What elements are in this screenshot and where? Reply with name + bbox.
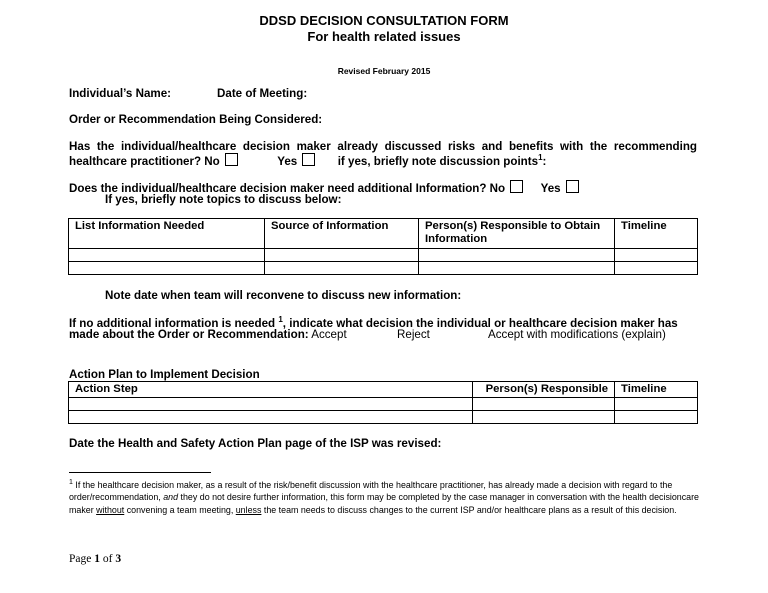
footnote [69, 477, 709, 516]
isp-revised-label: Date the Health and Safety Action Plan page of the ISP was revised: [69, 437, 442, 450]
decision-line2 [69, 328, 347, 341]
date-of-meeting-label: Date of Meeting: [217, 87, 308, 100]
order-recommendation-label: Order or Recommendation Being Considered: [69, 113, 323, 126]
page-total: 3 [115, 553, 122, 565]
page-of: of [99, 553, 116, 565]
decision-text-b: , indicate what decision the individual or healthcare decision maker has [282, 316, 678, 330]
table-row [69, 249, 698, 262]
table-row [69, 411, 698, 424]
footnote-and: and [163, 492, 179, 503]
table-cell[interactable] [615, 398, 698, 411]
page-current: 1 [94, 553, 100, 565]
footnote-divider [69, 472, 211, 473]
revision-date: Revised February 2015 [337, 66, 431, 76]
q2-yes-checkbox[interactable] [566, 180, 579, 193]
q1-yes-checkbox[interactable] [302, 153, 315, 166]
action-plan-title: Action Plan to Implement Decision [69, 368, 260, 381]
footnote-text-a: If the healthcare decision maker, as a result of the risk/benefit discussion with the healthcare practitioner, has already made a decision with regard to the order/recommendation, [69, 479, 673, 503]
q1-footnote-ref: 1 [538, 153, 543, 163]
col-header-action-timeline: Timeline [615, 382, 698, 398]
table-cell[interactable] [69, 411, 473, 424]
footnote-text-c: convening a team meeting, [124, 504, 236, 515]
footnote-without: without [96, 504, 125, 515]
form-subtitle: For health related issues [307, 29, 461, 44]
option-reject[interactable]: Reject [397, 328, 430, 341]
table-cell[interactable] [69, 249, 265, 262]
q1-no-checkbox[interactable] [225, 153, 238, 166]
decision-text-a: If no additional information is needed [69, 316, 279, 330]
q2-no-label: Does the individual/healthcare decision maker need additional Information? No [69, 182, 506, 195]
option-accept-with-modifications[interactable]: Accept with modifications (explain) [488, 328, 666, 341]
table-cell[interactable] [419, 249, 615, 262]
option-accept[interactable]: Accept [311, 328, 347, 341]
q1-followup: if yes, briefly note discussion points [337, 155, 539, 168]
information-table [68, 218, 698, 275]
table-cell[interactable] [69, 262, 265, 275]
footnote-text-b: they do not desire further information, this form may be completed by the case manager in conversation with the health decisioncare maker [69, 492, 699, 515]
table-cell[interactable] [615, 411, 698, 424]
q1-line1: Has the individual/healthcare decision maker already discussed risks and benefits with the recommending [69, 140, 697, 153]
q1-line2 [69, 153, 546, 168]
decision-footnote-ref: 1 [278, 315, 283, 324]
table-cell[interactable] [615, 249, 698, 262]
footnote-unless: unless [235, 504, 262, 515]
footnote-text-d: the team needs to discuss changes to the current ISP and/or healthcare plans as a result of this decision. [261, 504, 677, 515]
table-row [69, 262, 698, 275]
table-cell[interactable] [473, 398, 615, 411]
decision-question: made about the Order or Recommendation: [69, 328, 309, 341]
col-header-responsible: Person(s) Responsible to Obtain Information [419, 219, 615, 249]
page-number [69, 553, 121, 565]
reconvene-label: Note date when team will reconvene to discuss new information: [105, 289, 462, 302]
table-cell[interactable] [265, 249, 419, 262]
table-cell[interactable] [419, 262, 615, 275]
table-cell[interactable] [615, 262, 698, 275]
action-plan-table [68, 381, 698, 424]
table-cell[interactable] [69, 398, 473, 411]
table-row [69, 398, 698, 411]
individual-name-label: Individual’s Name: [69, 87, 172, 100]
table-cell[interactable] [473, 411, 615, 424]
form-title: DDSD DECISION CONSULTATION FORM [259, 13, 509, 28]
q1-no-label: healthcare practitioner? No [69, 155, 220, 168]
table-cell[interactable] [265, 262, 419, 275]
q2-line2: If yes, briefly note topics to discuss below: [105, 193, 342, 206]
col-header-action-step: Action Step [69, 382, 473, 398]
col-header-persons-responsible: Person(s) Responsible [473, 382, 615, 398]
col-header-source: Source of Information [265, 219, 419, 249]
col-header-timeline: Timeline [615, 219, 698, 249]
footnote-mark: 1 [69, 479, 73, 486]
col-header-information-needed: List Information Needed [69, 219, 265, 249]
q2-no-checkbox[interactable] [510, 180, 523, 193]
page-label: Page [69, 553, 95, 565]
q1-colon: : [542, 155, 547, 168]
q1-yes-label: Yes [277, 155, 298, 168]
q2-yes-label: Yes [540, 182, 561, 195]
